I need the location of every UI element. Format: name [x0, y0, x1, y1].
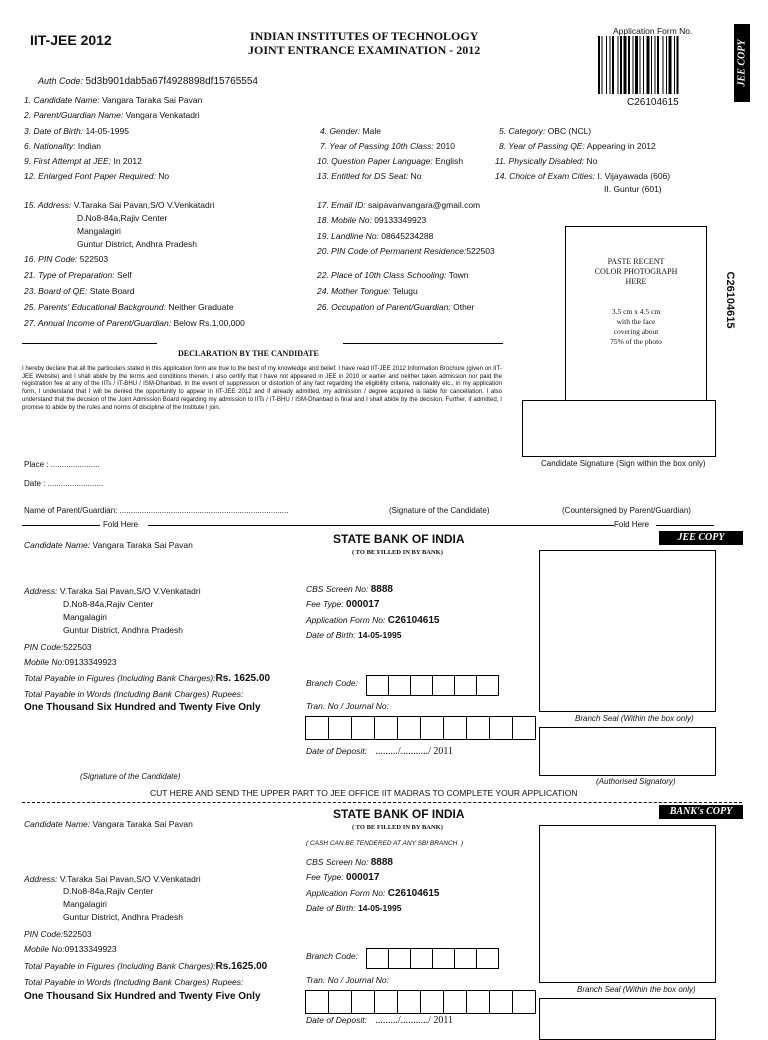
candidate-signature-label: (Signature of the Candidate) — [389, 506, 490, 515]
challan1-branch-seal-box[interactable] — [539, 550, 716, 712]
field-candidate-name: 1. Candidate Name: Vangara Taraka Sai Pavan — [24, 95, 203, 105]
challan2-bank-subtitle: ( TO BE FILLED IN BY BANK) — [352, 824, 443, 831]
challan2-seal-caption: Branch Seal (Within the box only) — [577, 985, 696, 994]
countersigned-label: (Countersigned by Parent/Guardian) — [562, 506, 691, 515]
fold-rule-right — [656, 525, 714, 526]
challan2-dob: Date of Birth: 14-05-1995 — [306, 903, 402, 913]
challan2-address-3: Mangalagiri — [63, 899, 107, 909]
app-form-number: C26104615 — [627, 97, 679, 108]
challan1-fee-type: Fee Type: 000017 — [306, 599, 380, 610]
fold-rule-left — [22, 525, 100, 526]
field-exam-cities: 14. Choice of Exam Cities: I. Vijayawada (606) — [495, 171, 671, 181]
auth-code: Auth Code: 5d3b901dab5a67f4928898df15765554 — [38, 76, 258, 87]
field-dob: 3. Date of Birth: 14-05-1995 — [24, 126, 129, 136]
challan1-amount-words-label: Total Payable in Words (Including Bank Charges) Rupees: — [24, 689, 244, 699]
challan1-candidate-name: Candidate Name: Vangara Taraka Sai Pavan — [24, 540, 193, 550]
challan1-bank-title: STATE BANK OF INDIA — [333, 532, 465, 546]
field-mobile: 18. Mobile No: 09133349923 — [317, 215, 427, 225]
challan1-copy-tag: JEE COPY — [659, 531, 743, 545]
challan2-amount-figures: Total Payable in Figures (Including Bank Charges):Rs.1625.00 — [24, 961, 268, 972]
challan1-mobile: Mobile No:09133349923 — [24, 657, 117, 667]
org-title: INDIAN INSTITUTES OF TECHNOLOGY — [250, 29, 479, 43]
photo-instructions: PASTE RECENT COLOR PHOTOGRAPH HERE — [594, 257, 678, 286]
field-category: 5. Category: OBC (NCL) — [499, 126, 592, 136]
challan1-branch-code-label: Branch Code: — [306, 678, 358, 688]
field-first-attempt: 9. First Attempt at JEE: In 2012 — [24, 156, 142, 166]
challan1-amount-figures: Total Payable in Figures (Including Bank Charges):Rs. 1625.00 — [24, 673, 271, 684]
field-year-10th: 7. Year of Passing 10th Class: 2010 — [320, 141, 456, 151]
challan2-address: Address: V.Taraka Sai Pavan,S/O V.Venkatadri — [24, 874, 201, 884]
challan1-candidate-signature: (Signature of the Candidate) — [80, 772, 181, 781]
candidate-signature-box[interactable] — [522, 400, 716, 457]
photo-size-note: 3.5 cm x 4.5 cm with the face covering about 75% of the photo — [610, 307, 662, 346]
challan1-dob: Date of Birth: 14-05-1995 — [306, 630, 402, 640]
challan2-mobile: Mobile No:09133349923 — [24, 944, 117, 954]
barcode-image — [598, 36, 726, 96]
field-pin-code: 16. PIN Code: 522503 — [24, 254, 109, 264]
challan2-copy-tag: BANK's COPY — [659, 805, 743, 819]
challan2-address-2: D.No8-84a,Rajiv Center — [63, 886, 154, 896]
challan2-amount-words: One Thousand Six Hundred and Twenty Five Only — [24, 991, 261, 1002]
fold-rule-middle — [148, 525, 614, 526]
declaration-rule-right — [343, 343, 503, 344]
challan2-cash-note: ( CASH CAN BE TENDERED AT ANY SBI BRANCH. ) — [306, 840, 464, 847]
challan1-branch-code-input[interactable] — [367, 675, 499, 696]
declaration-rule-left — [22, 343, 157, 344]
challan2-address-4: Guntur District, Andhra Pradesh — [63, 912, 184, 922]
field-enlarged-font: 12. Enlarged Font Paper Required: No — [24, 171, 170, 181]
field-gender: 4. Gender: Male — [320, 126, 381, 136]
fold-here-right: Fold Here — [614, 520, 650, 529]
challan2-branch-code-label: Branch Code: — [306, 951, 358, 961]
place-line: Place : ...................... — [24, 460, 100, 469]
jee-copy-corner-tag: JEE COPY — [734, 24, 750, 102]
challan1-amount-words: One Thousand Six Hundred and Twenty Five Only — [24, 702, 261, 713]
field-landline: 19. Landline No: 08645234288 — [317, 231, 434, 241]
challan1-authorised-sign-box[interactable] — [539, 727, 716, 776]
field-schooling-place: 22. Place of 10th Class Schooling: Town — [317, 270, 469, 280]
challan1-address: Address: V.Taraka Sai Pavan,S/O V.Venkatadri — [24, 586, 201, 596]
fold-here-left: Fold Here — [103, 520, 139, 529]
challan2-bank-title: STATE BANK OF INDIA — [333, 807, 465, 821]
declaration-title: DECLARATION BY THE CANDIDATE — [178, 349, 319, 358]
exam-title: IIT-JEE 2012 — [30, 32, 112, 48]
candidate-signature-caption: Candidate Signature (Sign within the box only) — [541, 459, 706, 468]
challan2-pin: PIN Code:522503 — [24, 929, 92, 939]
field-parent-name: 2. Parent/Guardian Name: Vangara Venkatadri — [24, 110, 200, 120]
declaration-text: I hereby declare that all the particulars stated in this application form are true to the best of my knowledge and belief. I have read IIT-JEE 2012 Information Brochure (given on IIT-JEE Website) and I shall abide by the terms and conditions therein. I also certify that I have not appeared in JEE in 2010 or earlier and neither taken admission nor paid the registration fee at any of the IITs / IT-BHU / ISM-Dhanbad. In the event of suppression or distortion of any fact regarding the eligibility criteria, nationality etc., in my application form, I understand that I will be denied the opportunity to appear in IIT-JEE 2012 and if already admitted, my admission / degree acquired is liable for cancellation. I also understand that the decision of the Joint Admission Board regarding my admission to IITs / IT-BHU / ISM-Dhanbad is final and I shall abide by the decision. Further, if admitted, I promise to abide by the rules and norms of discipline of the Institute I join. — [22, 365, 502, 411]
field-board-qe: 23. Board of QE: State Board — [24, 286, 135, 296]
app-form-label: Application Form No. — [613, 26, 693, 36]
address-line-3: Mangalagiri — [77, 226, 121, 236]
field-permanent-pin: 20. PIN Code of Permanent Residence:522503 — [317, 246, 495, 256]
challan2-tran-label: Tran. No / Journal No: — [306, 975, 389, 985]
challan1-address-4: Guntur District, Andhra Pradesh — [63, 625, 184, 635]
challan1-tran-input[interactable] — [306, 716, 536, 740]
challan2-authorised-sign-box[interactable] — [539, 998, 716, 1040]
cut-line[interactable] — [22, 802, 742, 803]
field-nationality: 6. Nationality: Indian — [24, 141, 102, 151]
challan2-deposit-date: Date of Deposit: ........./.........../ 2011 — [306, 1015, 454, 1026]
field-exam-city-2: II. Guntur (601) — [604, 184, 662, 194]
challan1-tran-label: Tran. No / Journal No: — [306, 701, 389, 711]
challan1-app-no: Application Form No: C26104615 — [306, 615, 440, 626]
challan1-pin: PIN Code:522503 — [24, 642, 92, 652]
challan2-branch-seal-box[interactable] — [539, 825, 716, 983]
org-subtitle: JOINT ENTRANCE EXAMINATION - 2012 — [248, 43, 481, 57]
date-line: Date : ......................... — [24, 479, 104, 488]
challan1-address-2: D.No8-84a,Rajiv Center — [63, 599, 154, 609]
field-paper-language: 10. Question Paper Language: English — [317, 156, 464, 166]
field-parent-occupation: 26. Occupation of Parent/Guardian: Other — [317, 302, 475, 312]
challan1-cbs: CBS Screen No: 8888 — [306, 584, 393, 595]
field-year-qe: 8. Year of Passing QE: Appearing in 2012 — [499, 141, 656, 151]
field-ds-seat: 13. Entitled for DS Seat: No — [317, 171, 422, 181]
challan1-deposit-date: Date of Deposit: ........./.........../ 2011 — [306, 746, 454, 757]
field-preparation: 21. Type of Preparation: Self — [24, 270, 132, 280]
challan1-authorised-signatory: (Authorised Signatory) — [596, 777, 676, 786]
challan2-amount-words-label: Total Payable in Words (Including Bank Charges) Rupees: — [24, 977, 244, 987]
field-email: 17. Email ID: saipavanvangara@gmail.com — [317, 200, 481, 210]
field-address: 15. Address: V.Taraka Sai Pavan,S/O V.Venkatadri — [24, 200, 215, 210]
challan2-tran-input[interactable] — [306, 990, 536, 1014]
field-physically-disabled: 11. Physically Disabled: No — [495, 156, 598, 166]
challan1-address-3: Mangalagiri — [63, 612, 107, 622]
challan1-bank-subtitle: ( TO BE FILLED IN BY BANK) — [352, 549, 443, 556]
field-mother-tongue: 24. Mother Tongue: Telugu — [317, 286, 418, 296]
challan2-candidate-name: Candidate Name: Vangara Taraka Sai Pavan — [24, 819, 193, 829]
challan1-seal-caption: Branch Seal (Within the box only) — [575, 714, 694, 723]
field-annual-income: 27. Annual Income of Parent/Guardian: Below Rs.1,00,000 — [24, 318, 245, 328]
side-form-number: C26104615 — [724, 271, 736, 329]
parent-name-line: Name of Parent/Guardian: ............................................................................ — [24, 506, 289, 515]
challan2-fee-type: Fee Type: 000017 — [306, 872, 380, 883]
challan2-branch-code-input[interactable] — [367, 948, 499, 969]
address-line-2: D.No8-84a,Rajiv Center — [77, 213, 168, 223]
cut-here-instruction: CUT HERE AND SEND THE UPPER PART TO JEE OFFICE IIT MADRAS TO COMPLETE YOUR APPLICATION — [150, 788, 578, 798]
field-parent-education: 25. Parents' Educational Background: Neither Graduate — [24, 302, 234, 312]
address-line-4: Guntur District, Andhra Pradesh — [77, 239, 198, 249]
photo-box[interactable] — [565, 226, 707, 404]
challan2-cbs: CBS Screen No: 8888 — [306, 857, 393, 868]
challan2-app-no: Application Form No: C26104615 — [306, 888, 440, 899]
